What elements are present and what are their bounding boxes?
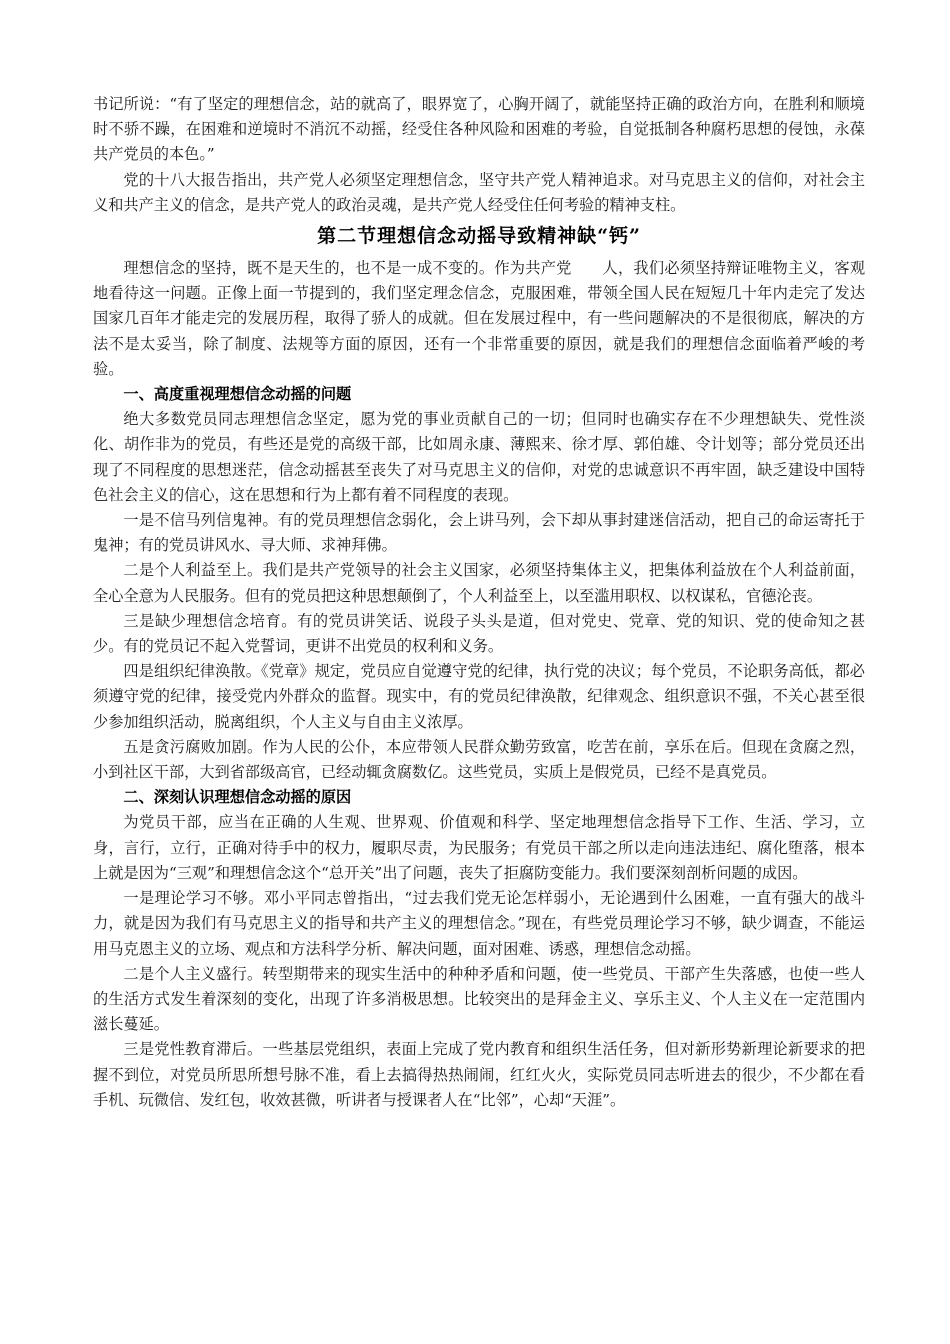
section-intro-paragraph: 理想信念的坚持，既不是天生的，也不是一成不变的。作为共产党 人，我们必须坚持辩证唯物主义，客观地看待这一问题。正像上面一节提到的，我们坚定理念信念，克服困难，带领全国人民在短短几十年内走完了发达国家几百年才能走完的发展历程，取得了骄人的成就。但在发展过程中，有一些问题解决的不是很彻底，解决的方法不是太妥当，除了制度、法规等方面的原因，还有一个非常重要的原因，就是我们的理想信念面临着严峻的考验。: [93, 259, 865, 378]
subsection-2-paragraph-2: 一是理论学习不够。邓小平同志曾指出，“过去我们党无论怎样弱小，无论遇到什么困难，一直有强大的战斗力，就是因为我们有马克思主义的指导和共产主义的理想信念。”现在，有些党员理论学习不够，缺少调查，不能运用马克恩主义的立场、观点和方法科学分析、解决问题，面对困难、诱惑，理想信念动摇。: [93, 889, 865, 958]
document-page: [93, 92, 865, 1113]
subsection-2-paragraph-4: 三是党性教育滞后。一些基层党组织，表面上完成了党内教育和组织生活任务，但对新形势新理论新要求的把握不到位，对党员所思所想号脉不准，看上去搞得热热闹闹，红红火火，实际党员同志听进去的很少，不少都在看手机、玩微信、发红包，收效甚微，听讲者与授课者人在“比邻”，心却“天涯”。: [93, 1040, 865, 1109]
subsection-2-paragraph-3: 二是个人主义盛行。转型期带来的现实生活中的种种矛盾和问题，使一些党员、干部产生失落感，也使一些人的生活方式发生着深刻的变化，出现了许多消极思想。比较突出的是拜金主义、享乐主义、个人主义在一定范围内滋长蔓延。: [93, 964, 865, 1034]
subsection-1-paragraph-1: 绝大多数党员同志理想信念坚定，愿为党的事业贡献自己的一切；但同时也确实存在不少理想缺失、党性淡化、胡作非为的党员，有些还是党的高级干部，比如周永康、薄熙来、徐才厚、郭伯雄、令计划等；部分党员还出现了不同程度的思想迷茫，信念动摇甚至丧失了对马克思主义的信仰，对党的忠诚意识不再牢固，缺乏建设中国特色社会主义的信心，这在思想和行为上都有着不同程度的表现。: [93, 410, 865, 504]
subsection-1-heading: 一、高度重视理想信念动摇的问题: [123, 385, 352, 404]
subsection-1-paragraph-6: 五是贪污腐败加剧。作为人民的公仆，本应带领人民群众勤劳致富，吃苦在前，享乐在后。但现在贪腐之烈，小到社区干部，大到省部级高官，已经动辄贪腐数亿。这些党员，实质上是假党员，已经不是真党员。: [93, 737, 865, 782]
subsection-1-paragraph-2: 一是不信马列信鬼神。有的党员理想信念弱化，会上讲马列，会下却从事封建迷信活动，把自己的命运寄托于鬼神；有的党员讲风水、寻大师、求神拜佛。: [93, 511, 865, 555]
subsection-1-paragraph-4: 三是缺少理想信念培育。有的党员讲笑话、说段子头头是道，但对党史、党章、党的知识、党的使命知之甚少。有的党员记不起入党誓词，更讲不出党员的权利和义务。: [93, 611, 865, 656]
intro-paragraph-1: 书记所说：“有了坚定的理想信念，站的就高了，眼界宽了，心胸开阔了，就能坚持正确的政治方向，在胜利和顺境时不骄不躁，在困难和逆境时不消沉不动摇，经受住各种风险和困难的考验，自觉抵制各种腐朽思想的侵蚀，永葆共产党员的本色。”: [93, 95, 865, 164]
section-title: 第二节理想信念动摇导致精神缺“钙”: [317, 225, 641, 248]
subsection-2-heading: 二、深刻认识理想信念动摇的原因: [123, 788, 352, 807]
subsection-1-paragraph-3: 二是个人利益至上。我们是共产党领导的社会主义国家，必须坚持集体主义，把集体利益放在个人利益前面，全心全意为人民服务。但有的党员把这种思想颠倒了，个人利益至上，以至滥用职权、以权谋私，官德沦丧。: [93, 561, 865, 605]
intro-paragraph-2: 党的十八大报告指出，共产党人必须坚定理想信念，坚守共产党人精神追求。对马克思主义的信仰，对社会主义和共产主义的信念，是共产党人的政治灵魂，是共产党人经受住任何考验的精神支柱。: [93, 170, 865, 214]
subsection-1-paragraph-5: 四是组织纪律涣散。《党章》规定，党员应自觉遵守党的纪律，执行党的决议；每个党员，不论职务高低，都必须遵守党的纪律，接受党内外群众的监督。现实中，有的党员纪律涣散，纪律观念、组织意识不强，不关心甚至很少参加组织活动，脱离组织，个人主义与自由主义浓厚。: [93, 662, 865, 731]
subsection-2-paragraph-1: 为党员干部，应当在正确的人生观、世界观、价值观和科学、坚定地理想信念指导下工作、生活、学习，立身，言行，立行，正确对待手中的权力，履职尽责，为民服务；有党员干部之所以走向违法违纪、腐化堕落，根本上就是因为“三观”和理想信念这个“总开关”出了问题，丧失了拒腐防变能力。我们要深刻剖析问题的成因。: [93, 813, 865, 882]
